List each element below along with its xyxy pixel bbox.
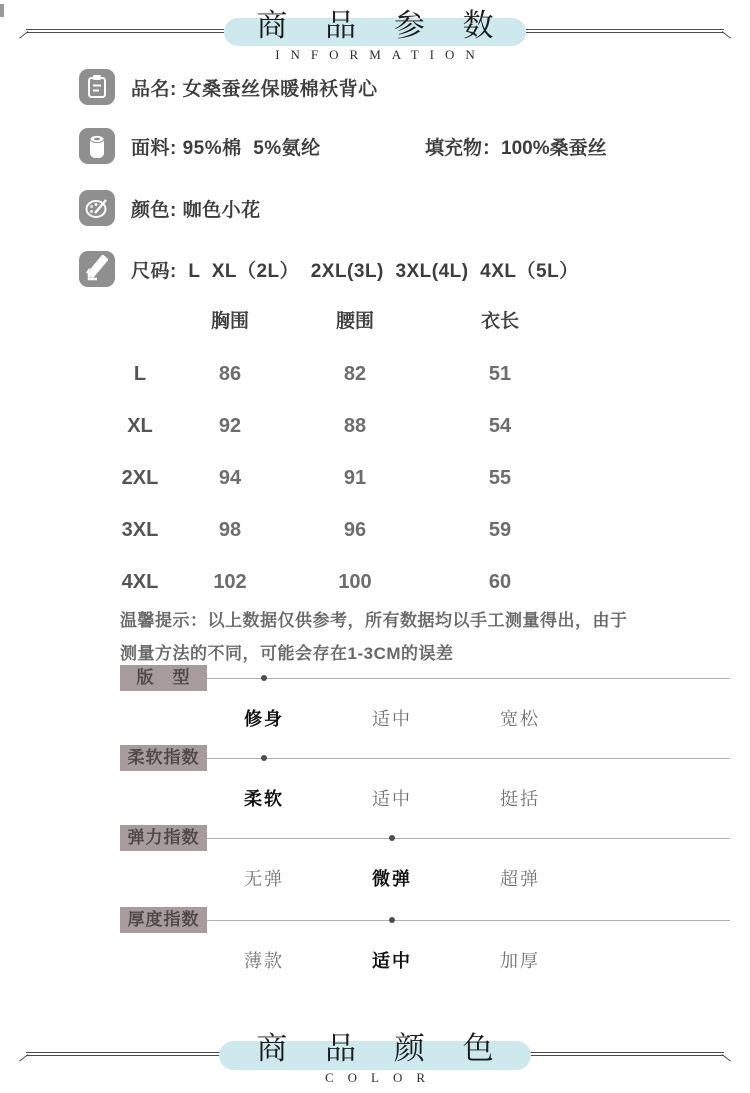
table-cell: 98 [218, 518, 242, 541]
col-header-waist: 腰围 [335, 311, 374, 332]
color-text: 颜色: 咖色小花 [131, 199, 261, 221]
slider-dot [389, 917, 395, 923]
table-cell: 60 [488, 570, 512, 593]
product-name-text: 品名: 女桑蚕丝保暖棉袄背心 [131, 78, 378, 100]
slider-line [207, 838, 730, 839]
softness-index-slider [0, 745, 750, 821]
table-cell: 86 [218, 362, 242, 385]
color-section-header [0, 1023, 750, 1093]
slider-label: 弹力指数 [120, 825, 207, 851]
size-row [78, 250, 579, 288]
table-corner [100, 302, 180, 342]
parameters-header [0, 0, 750, 70]
size-table [100, 296, 580, 608]
slider-dot [389, 835, 395, 841]
table-cell: 51 [488, 362, 512, 385]
slider-line [207, 758, 730, 759]
table-cell: 92 [218, 414, 242, 437]
section-title: 商 品 颜 色 [256, 1031, 509, 1066]
fabric-row [78, 127, 607, 165]
table-cell: 91 [343, 466, 367, 489]
color-row [78, 189, 261, 227]
table-cell: 59 [488, 518, 512, 541]
section-title: 商 品 参 数 [256, 8, 509, 43]
section-subtitle: INFORMATION [275, 47, 486, 62]
slider-option: 无弹 [244, 869, 284, 889]
slider-label: 厚度指数 [120, 907, 207, 933]
table-cell: 88 [343, 414, 367, 437]
palette-icon [78, 189, 116, 227]
measurement-note: 温馨提示：以上数据仅供参考，所有数据均以手工测量得出，由于测量方法的不同，可能会存在1-3CM的误差 [120, 611, 628, 664]
slider-option: 加厚 [500, 951, 540, 971]
slider-label: 版 型 [120, 665, 207, 691]
slider-option: 挺括 [500, 789, 540, 809]
col-header-chest: 胸围 [210, 311, 249, 332]
ruler-icon [78, 250, 116, 288]
slider-option: 宽松 [500, 709, 540, 729]
row-label: 2XL [121, 466, 159, 489]
table-cell: 100 [338, 570, 372, 593]
slider-option: 柔软 [244, 789, 284, 809]
table-cell: 102 [213, 570, 247, 593]
slider-option: 微弹 [372, 869, 412, 889]
elasticity-index-slider [0, 825, 750, 901]
clipboard-icon [78, 68, 116, 106]
table-cell: 94 [218, 466, 242, 489]
thickness-index-slider [0, 907, 750, 983]
fit-index-slider [0, 665, 750, 741]
row-label: XL [127, 414, 153, 437]
fabric-roll-icon [78, 127, 116, 165]
row-label: 3XL [121, 518, 159, 541]
row-label: 4XL [121, 570, 159, 593]
size-text: 尺码: L XL（2L） 2XL(3L) 3XL(4L) 4XL（5L） [131, 260, 579, 282]
slider-dot [261, 675, 267, 681]
fabric-text: 面料: 95%棉 5%氨纶 [131, 137, 321, 159]
slider-label: 柔软指数 [120, 745, 207, 771]
table-cell: 54 [488, 414, 512, 437]
row-label: L [133, 362, 147, 385]
slider-line [207, 920, 730, 921]
filling-text: 填充物：100%桑蚕丝 [425, 137, 607, 159]
table-cell: 96 [343, 518, 367, 541]
product-name-row [78, 68, 378, 106]
slider-option: 超弹 [500, 869, 540, 889]
table-cell: 55 [488, 466, 512, 489]
slider-dot [261, 755, 267, 761]
slider-option: 适中 [372, 951, 412, 971]
table-cell: 82 [343, 362, 367, 385]
slider-line [207, 678, 730, 679]
slider-option: 修身 [244, 709, 284, 729]
slider-option: 适中 [372, 709, 412, 729]
slider-option: 适中 [372, 789, 412, 809]
slider-option: 薄款 [244, 951, 284, 971]
section-subtitle: COLOR [324, 1070, 440, 1085]
col-header-length: 衣长 [480, 311, 519, 332]
